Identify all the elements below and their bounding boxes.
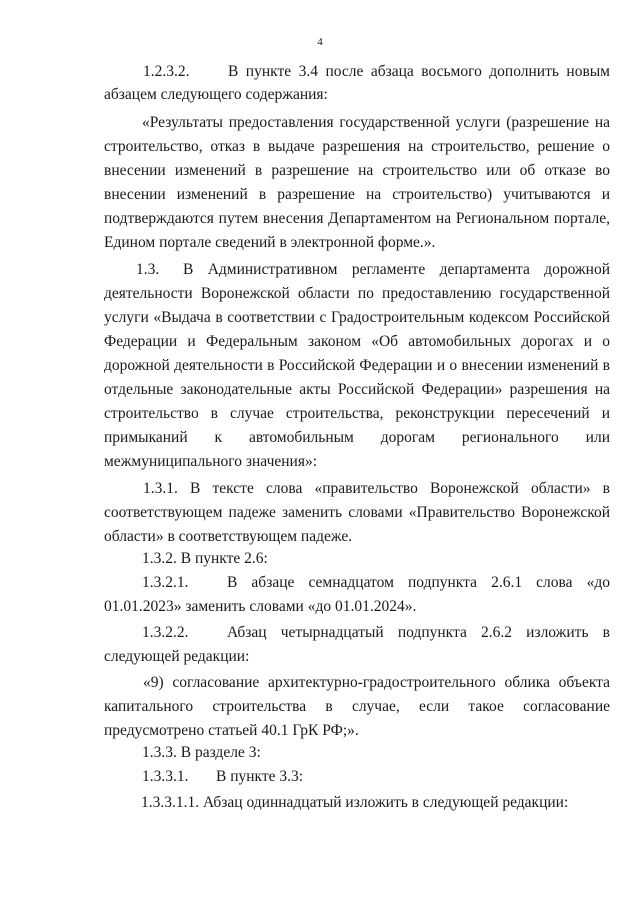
text-line: примыканий к автомобильным дорогам регионального или <box>104 429 610 446</box>
text-line: строительство в случае строительства, реконструкции пересечений и <box>104 405 610 422</box>
text-line: В пункте 3.3: <box>216 768 304 785</box>
text-line: области» в соответствующем падеже. <box>104 528 353 545</box>
text-line: «9) согласование архитектурно-градостроительного облика объекта <box>143 674 610 691</box>
text-line: В пункте 3.4 после абзаца восьмого дополнить новым <box>228 63 610 80</box>
text-line: отдельные законодательные акты Российской Федерации» разрешения на <box>104 381 610 398</box>
text-line: Едином портале сведений в электронной форме.». <box>104 234 436 251</box>
text-line: подтверждаются путем внесения Департаментом на Региональном портале, <box>104 210 610 227</box>
clause-number: 1.2.3.2. <box>143 63 190 80</box>
text-line: Федерации и Федеральным законом «Об автомобильных дорогах и о <box>104 333 610 350</box>
text-line: Абзац четырнадцатый подпункта 2.6.2 изложить в <box>227 624 610 641</box>
text-line: «Результаты предоставления государственной услуги (разрешение на <box>142 114 610 131</box>
text-line: 01.01.2023» заменить словами «до 01.01.2024». <box>104 598 417 615</box>
text-line: предусмотрено статьей 40.1 ГрК РФ;». <box>104 722 359 739</box>
text-line: межмуниципального значения»: <box>104 453 318 470</box>
clause-number: 1.3. <box>136 261 160 278</box>
page-number: 4 <box>317 36 323 48</box>
text-line: капитального строительства в случае, если такое согласование <box>104 698 610 715</box>
text-line: услуги «Выдача в соответствии с Градостроительным кодексом Российской <box>104 309 610 326</box>
text-line: следующей редакции: <box>104 648 250 665</box>
text-line: строительство, отказ в выдаче разрешения на строительство, решение о <box>104 138 610 155</box>
text-line: внесении изменений в разрешение на строительство) учитываются и <box>104 186 610 203</box>
text-line: дорожной деятельности в Российской Федерации и о внесении изменений в <box>104 357 610 374</box>
text-line: абзацем следующего содержания: <box>104 86 328 103</box>
clause-number: 1.3.3.1. <box>142 768 189 785</box>
text-line: 1.3.3. В разделе 3: <box>142 744 261 761</box>
text-line: В абзаце семнадцатом подпункта 2.6.1 слова «до <box>227 574 610 591</box>
text-line: В Административном регламенте департамента дорожной <box>183 261 610 278</box>
text-line: внесении изменений в разрешение на строительство или об отказе во <box>104 162 610 179</box>
text-line: 1.3.3.1.1. Абзац одиннадцатый изложить в следующей редакции: <box>141 794 569 811</box>
text-line: деятельности Воронежской области по предоставлению государственной <box>104 285 610 302</box>
clause-number: 1.3.2.1. <box>142 574 189 591</box>
text-line: 1.3.2. В пункте 2.6: <box>142 550 268 567</box>
text-line: соответствующем падеже заменить словами «Правительство Воронежской <box>104 504 610 521</box>
clause-number: 1.3.2.2. <box>142 624 189 641</box>
text-line: 1.3.1. В тексте слова «правительство Воронежской области» в <box>143 480 610 497</box>
